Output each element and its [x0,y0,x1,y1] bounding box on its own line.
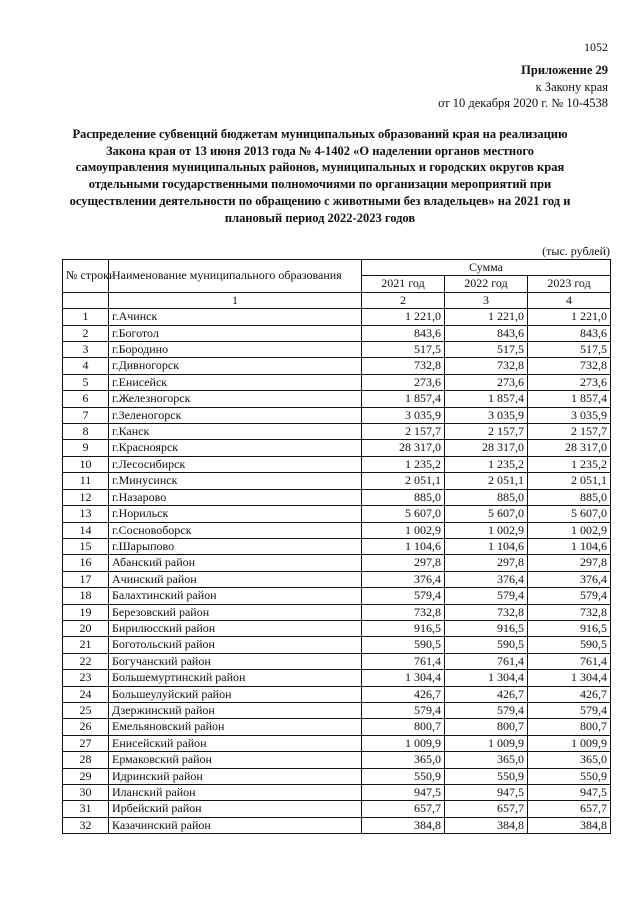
value-2022-cell: 517,5 [445,342,528,358]
value-2022-cell: 297,8 [445,555,528,571]
value-2021-cell: 800,7 [362,719,445,735]
municipality-name-cell: г.Боготол [109,325,362,341]
value-2021-cell: 1 221,0 [362,309,445,325]
value-2022-cell: 5 607,0 [445,506,528,522]
municipality-name-cell: г.Железногорск [109,391,362,407]
municipality-name-cell: г.Канск [109,424,362,440]
column-index-4: 4 [528,292,611,308]
value-2021-cell: 365,0 [362,752,445,768]
table-row [63,538,611,554]
row-number-cell: 15 [63,538,109,554]
municipality-name-cell: Идринский район [109,768,362,784]
municipality-name-cell: Березовский район [109,604,362,620]
table-row [63,374,611,390]
municipality-name-cell: г.Минусинск [109,473,362,489]
value-2023-cell: 28 317,0 [528,440,611,456]
value-2021-cell: 843,6 [362,325,445,341]
value-2023-cell: 365,0 [528,752,611,768]
municipality-name-cell: Богучанский район [109,653,362,669]
value-2022-cell: 1 235,2 [445,456,528,472]
value-2023-cell: 550,9 [528,768,611,784]
table-row [63,440,611,456]
table-row [63,555,611,571]
value-2023-cell: 376,4 [528,571,611,587]
column-index-1: 1 [109,292,362,308]
value-2023-cell: 732,8 [528,604,611,620]
municipality-name-cell: Емельяновский район [109,719,362,735]
value-2022-cell: 365,0 [445,752,528,768]
value-2022-cell: 273,6 [445,374,528,390]
header-year-2021: 2021 год [362,276,445,292]
municipality-name-cell: Ирбейский район [109,801,362,817]
value-2022-cell: 579,4 [445,702,528,718]
value-2023-cell: 273,6 [528,374,611,390]
municipality-name-cell: г.Сосновоборск [109,522,362,538]
value-2022-cell: 1 002,9 [445,522,528,538]
value-2022-cell: 800,7 [445,719,528,735]
table-row [63,571,611,587]
row-number-cell: 31 [63,801,109,817]
row-number-cell: 23 [63,670,109,686]
table-row [63,686,611,702]
row-number-cell: 11 [63,473,109,489]
value-2022-cell: 590,5 [445,637,528,653]
row-number-cell: 29 [63,768,109,784]
municipality-name-cell: г.Дивногорск [109,358,362,374]
value-2023-cell: 1 221,0 [528,309,611,325]
value-2022-cell: 1 304,4 [445,670,528,686]
value-2023-cell: 1 009,9 [528,735,611,751]
value-2021-cell: 1 304,4 [362,670,445,686]
value-2023-cell: 2 157,7 [528,424,611,440]
municipality-name-cell: г.Зеленогорск [109,407,362,423]
value-2021-cell: 657,7 [362,801,445,817]
value-2023-cell: 916,5 [528,620,611,636]
row-number-cell: 7 [63,407,109,423]
value-2021-cell: 297,8 [362,555,445,571]
table-row [63,424,611,440]
value-2021-cell: 1 104,6 [362,538,445,554]
table-row [63,735,611,751]
row-number-cell: 19 [63,604,109,620]
row-number-cell: 25 [63,702,109,718]
value-2023-cell: 297,8 [528,555,611,571]
value-2022-cell: 843,6 [445,325,528,341]
document-title: Распределение субвенций бюджетам муниципальных образований края на реализацию Закона края от 13 июня 2013 года № 4-1402 «О наделении органов местного самоуправления муниципальных районов, муниципальных и городских округов края отдельными государственными полномочиями по организации мероприятий при осуществлении деятельности по обращению с животными без владельцев» на 2021 год и плановый период 2022-2023 годов [69,127,571,225]
value-2023-cell: 1 857,4 [528,391,611,407]
row-number-cell: 16 [63,555,109,571]
row-number-cell: 14 [63,522,109,538]
value-2021-cell: 579,4 [362,702,445,718]
table-row [63,702,611,718]
value-2021-cell: 732,8 [362,604,445,620]
value-2023-cell: 657,7 [528,801,611,817]
table-row [63,309,611,325]
table-row [63,588,611,604]
value-2021-cell: 273,6 [362,374,445,390]
value-2021-cell: 947,5 [362,785,445,801]
table-row [63,358,611,374]
value-2023-cell: 1 002,9 [528,522,611,538]
table-row [63,752,611,768]
column-index-row [63,292,611,308]
municipality-name-cell: г.Красноярск [109,440,362,456]
value-2023-cell: 732,8 [528,358,611,374]
table-row [63,489,611,505]
value-2023-cell: 5 607,0 [528,506,611,522]
value-2021-cell: 517,5 [362,342,445,358]
header-row [63,260,611,276]
value-2021-cell: 426,7 [362,686,445,702]
row-number-cell: 6 [63,391,109,407]
value-2022-cell: 384,8 [445,817,528,833]
value-2023-cell: 579,4 [528,588,611,604]
header-row-number: № строки [63,260,109,293]
value-2023-cell: 3 035,9 [528,407,611,423]
municipality-name-cell: Бирилюсский район [109,620,362,636]
table-row [63,522,611,538]
row-number-cell: 28 [63,752,109,768]
value-2023-cell: 517,5 [528,342,611,358]
value-2022-cell: 732,8 [445,358,528,374]
value-2022-cell: 657,7 [445,801,528,817]
table-row [63,637,611,653]
value-2022-cell: 2 051,1 [445,473,528,489]
municipality-name-cell: Дзержинский район [109,702,362,718]
value-2022-cell: 761,4 [445,653,528,669]
municipality-name-cell: Казачинский район [109,817,362,833]
value-2021-cell: 1 857,4 [362,391,445,407]
row-number-cell: 2 [63,325,109,341]
column-index-2: 2 [362,292,445,308]
table-row [63,801,611,817]
value-2021-cell: 590,5 [362,637,445,653]
value-2022-cell: 2 157,7 [445,424,528,440]
municipality-name-cell: Боготольский район [109,637,362,653]
value-2022-cell: 732,8 [445,604,528,620]
value-2023-cell: 384,8 [528,817,611,833]
value-2023-cell: 2 051,1 [528,473,611,489]
municipality-name-cell: Енисейский район [109,735,362,751]
municipality-name-cell: г.Шарыпово [109,538,362,554]
value-2021-cell: 376,4 [362,571,445,587]
appendix-block [438,62,608,112]
value-2022-cell: 885,0 [445,489,528,505]
value-2022-cell: 579,4 [445,588,528,604]
municipality-name-cell: Иланский район [109,785,362,801]
value-2021-cell: 916,5 [362,620,445,636]
table-row [63,456,611,472]
value-2022-cell: 916,5 [445,620,528,636]
row-number-cell: 27 [63,735,109,751]
value-2022-cell: 1 221,0 [445,309,528,325]
appendix-title: Приложение 29 [521,63,608,77]
table-row [63,391,611,407]
table-row [63,670,611,686]
table-row [63,719,611,735]
municipality-name-cell: Ермаковский район [109,752,362,768]
value-2023-cell: 800,7 [528,719,611,735]
row-number-cell: 9 [63,440,109,456]
value-2023-cell: 426,7 [528,686,611,702]
value-2022-cell: 1 857,4 [445,391,528,407]
page-number: 1052 [584,40,608,54]
value-2021-cell: 3 035,9 [362,407,445,423]
value-2021-cell: 550,9 [362,768,445,784]
municipality-name-cell: Большеулуйский район [109,686,362,702]
units-label: (тыс. рублей) [542,244,610,258]
value-2023-cell: 1 304,4 [528,670,611,686]
column-index-3: 3 [445,292,528,308]
header-year-2022: 2022 год [445,276,528,292]
appendix-law-ref: к Закону края [535,79,608,94]
table-row [63,506,611,522]
value-2022-cell: 947,5 [445,785,528,801]
value-2021-cell: 5 607,0 [362,506,445,522]
table-row [63,620,611,636]
table-row [63,325,611,341]
value-2021-cell: 1 002,9 [362,522,445,538]
header-municipality-name: Наименование муниципального образования [109,260,362,293]
value-2023-cell: 947,5 [528,785,611,801]
value-2021-cell: 1 235,2 [362,456,445,472]
value-2023-cell: 843,6 [528,325,611,341]
table-row [63,653,611,669]
table-row [63,817,611,833]
table-row [63,604,611,620]
value-2022-cell: 3 035,9 [445,407,528,423]
value-2023-cell: 1 235,2 [528,456,611,472]
municipality-name-cell: г.Бородино [109,342,362,358]
value-2021-cell: 885,0 [362,489,445,505]
table-body [63,309,611,834]
municipality-name-cell: г.Енисейск [109,374,362,390]
row-number-cell: 10 [63,456,109,472]
row-number-cell: 12 [63,489,109,505]
municipality-name-cell: Большемуртинский район [109,670,362,686]
value-2023-cell: 761,4 [528,653,611,669]
value-2022-cell: 1 009,9 [445,735,528,751]
value-2023-cell: 1 104,6 [528,538,611,554]
row-number-cell: 21 [63,637,109,653]
value-2023-cell: 885,0 [528,489,611,505]
value-2022-cell: 550,9 [445,768,528,784]
municipality-name-cell: Ачинский район [109,571,362,587]
value-2022-cell: 376,4 [445,571,528,587]
row-number-cell: 24 [63,686,109,702]
header-sum: Сумма [362,260,611,276]
value-2021-cell: 761,4 [362,653,445,669]
table-row [63,768,611,784]
value-2022-cell: 1 104,6 [445,538,528,554]
value-2022-cell: 426,7 [445,686,528,702]
appendix-date: от 10 декабря 2020 г. № 10-4538 [438,96,608,110]
row-number-cell: 17 [63,571,109,587]
value-2021-cell: 732,8 [362,358,445,374]
municipality-name-cell: Абанский район [109,555,362,571]
value-2021-cell: 28 317,0 [362,440,445,456]
row-number-cell: 20 [63,620,109,636]
value-2021-cell: 2 157,7 [362,424,445,440]
row-number-cell: 18 [63,588,109,604]
municipality-name-cell: г.Назарово [109,489,362,505]
value-2023-cell: 590,5 [528,637,611,653]
value-2021-cell: 2 051,1 [362,473,445,489]
row-number-cell: 22 [63,653,109,669]
header-year-2023: 2023 год [528,276,611,292]
column-index-empty [63,292,109,308]
municipality-name-cell: г.Норильск [109,506,362,522]
municipality-name-cell: г.Ачинск [109,309,362,325]
table-row [63,473,611,489]
row-number-cell: 30 [63,785,109,801]
value-2021-cell: 579,4 [362,588,445,604]
value-2023-cell: 579,4 [528,702,611,718]
municipality-name-cell: г.Лесосибирск [109,456,362,472]
row-number-cell: 13 [63,506,109,522]
row-number-cell: 5 [63,374,109,390]
value-2021-cell: 384,8 [362,817,445,833]
row-number-cell: 1 [63,309,109,325]
value-2022-cell: 28 317,0 [445,440,528,456]
municipality-name-cell: Балахтинский район [109,588,362,604]
row-number-cell: 8 [63,424,109,440]
row-number-cell: 26 [63,719,109,735]
subsidy-table [62,259,611,834]
row-number-cell: 3 [63,342,109,358]
value-2021-cell: 1 009,9 [362,735,445,751]
row-number-cell: 32 [63,817,109,833]
table-row [63,785,611,801]
table-row [63,342,611,358]
row-number-cell: 4 [63,358,109,374]
table-row [63,407,611,423]
